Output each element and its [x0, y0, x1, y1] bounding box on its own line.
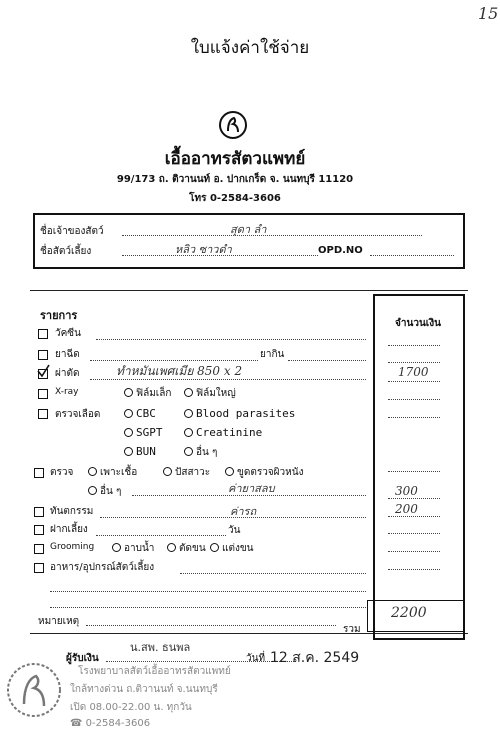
nail-label: ตัดขน	[179, 543, 206, 554]
skin-label: ขูดตรวจผิวหนัง	[237, 467, 304, 478]
vaccine-label: วัคซีน	[55, 328, 81, 339]
exam-label: ตรวจ	[50, 467, 74, 478]
clinic-logo-icon	[218, 110, 248, 140]
xray-large-option[interactable]	[184, 386, 236, 401]
exam-note: ค่ายาสลบ	[228, 482, 275, 495]
urine-label: ปัสสาวะ	[175, 467, 211, 478]
stamp-line-1: โรงพยาบาลสัตว์เอื้ออาทรสัตวแพทย์	[78, 666, 231, 677]
check-mark-icon	[36, 364, 50, 378]
boarding-checkbox[interactable]	[34, 525, 44, 535]
total-value: 2200	[391, 605, 427, 621]
xray-label: X-ray	[55, 387, 79, 397]
clinic-name: เอื้ออาทรสัตวแพทย์	[164, 149, 306, 169]
clinic-phone: โทร 0-2584-3606	[189, 193, 281, 204]
creatinine-label: Creatinine	[196, 426, 263, 439]
amount-header: จำนวนเงิน	[395, 318, 441, 329]
corner-mark: 15	[478, 4, 499, 23]
amount-line	[388, 398, 440, 400]
staff-line	[106, 660, 296, 662]
remark-line	[86, 624, 336, 626]
exam-amount: 300	[395, 484, 418, 498]
radio-icon	[184, 388, 193, 397]
radio-icon	[184, 409, 193, 418]
skin-option[interactable]	[225, 465, 303, 480]
sgpt-option[interactable]	[124, 426, 163, 439]
injection-checkbox[interactable]	[38, 350, 48, 360]
bath-option[interactable]	[112, 541, 154, 556]
creatinine-option[interactable]	[184, 426, 262, 439]
radio-icon	[124, 447, 133, 456]
food-line-2	[50, 590, 366, 592]
blood-label: ตรวจเลือด	[55, 409, 101, 420]
radio-icon	[88, 467, 97, 476]
xray-checkbox[interactable]	[38, 389, 48, 399]
urine-option[interactable]	[163, 465, 210, 480]
grooming-checkbox[interactable]	[34, 544, 44, 554]
trim-label: แต่งขน	[222, 543, 254, 554]
date-label: วันที่	[246, 653, 266, 664]
boarding-line	[96, 534, 226, 536]
dental-label: ทันตกรรม	[50, 506, 94, 517]
clinic-address: 99/173 ถ. ติวานนท์ อ. ปากเกร็ด จ. นนทบุรี 11120	[116, 174, 354, 185]
injection-label: ยาฉีด	[55, 349, 80, 360]
xray-large-label: ฟิล์มใหญ่	[196, 388, 236, 399]
radio-icon	[210, 543, 219, 552]
stamp-line-4: ☎ 0-2584-3606	[70, 718, 151, 729]
owner-line	[122, 234, 422, 236]
owner-label: ชื่อเจ้าของสัตว์	[40, 226, 104, 237]
sgpt-label: SGPT	[136, 426, 163, 439]
medicine-line	[288, 359, 366, 361]
owner-value: สุดา ลำ	[230, 223, 267, 236]
trim-option[interactable]	[210, 541, 254, 556]
amount-line	[388, 380, 440, 382]
food-checkbox[interactable]	[34, 563, 44, 573]
blood-other-option[interactable]	[184, 445, 217, 460]
exam-other-option[interactable]	[88, 484, 121, 499]
bun-label: BUN	[136, 445, 156, 458]
surgery-note: ทำหมันเพศเมีย 850 x 2	[116, 364, 243, 378]
stamp-line-3: เปิด 08.00-22.00 น. ทุกวัน	[70, 702, 192, 713]
boarding-label: ฝากเลี้ยง	[50, 524, 88, 535]
exam-other-label: อื่น ๆ	[100, 486, 122, 497]
pet-value: หลิว ซาวดำ	[175, 243, 232, 256]
pet-label: ชื่อสัตว์เลี้ยง	[40, 246, 92, 257]
xray-small-label: ฟิล์มเล็ก	[136, 388, 172, 399]
remark-label: หมายเหตุ	[38, 616, 80, 627]
amount-line	[388, 568, 440, 570]
bun-option[interactable]	[124, 445, 156, 458]
cbc-label: CBC	[136, 407, 156, 420]
blood-other-label: อื่น ๆ	[196, 447, 218, 458]
cbc-option[interactable]	[124, 407, 156, 420]
culture-option[interactable]	[88, 465, 137, 480]
radio-icon	[112, 543, 121, 552]
culture-label: เพาะเชื้อ	[100, 467, 138, 478]
food-line-3	[50, 606, 366, 608]
radio-icon	[163, 467, 172, 476]
food-label: อาหาร/อุปกรณ์สัตว์เลี้ยง	[50, 562, 155, 573]
radio-icon	[88, 486, 97, 495]
amount-line	[388, 361, 440, 363]
radio-icon	[225, 467, 234, 476]
staff-label: ผู้รับเงิน	[66, 653, 99, 664]
amount-line	[388, 344, 440, 346]
blood-checkbox[interactable]	[38, 409, 48, 419]
opd-line	[370, 254, 454, 256]
radio-icon	[184, 447, 193, 456]
injection-line	[90, 359, 258, 361]
dental-amount: 200	[395, 502, 418, 516]
amount-line	[388, 550, 440, 552]
nail-option[interactable]	[167, 541, 206, 556]
stamp-logo-icon	[6, 660, 62, 720]
blood-parasites-label: Blood parasites	[196, 407, 296, 420]
surgery-amount: 1700	[398, 365, 429, 379]
dental-checkbox[interactable]	[34, 507, 44, 517]
dental-note: ค่ารถ	[230, 505, 257, 518]
surgery-label: ผ่าตัด	[55, 368, 80, 379]
date-value: 12 ส.ค. 2549	[270, 650, 360, 666]
radio-icon	[124, 409, 133, 418]
total-label: รวม	[343, 624, 361, 635]
bath-label: อาบน้ำ	[124, 543, 155, 554]
form-title: ใบแจ้งค่าใช้จ่าย	[190, 38, 310, 58]
vaccine-line	[96, 338, 366, 340]
blood-parasites-option[interactable]	[184, 407, 295, 420]
stamp-line-2: ใกล้ทางด่วน ถ.ติวานนท์ จ.นนทบุรี	[70, 684, 218, 695]
radio-icon	[184, 428, 193, 437]
radio-icon	[124, 428, 133, 437]
amount-line	[388, 416, 440, 418]
radio-icon	[124, 388, 133, 397]
grooming-label: Grooming	[50, 542, 95, 552]
exam-checkbox[interactable]	[34, 468, 44, 478]
opd-label: OPD.NO	[318, 245, 363, 256]
amount-line	[388, 532, 440, 534]
radio-icon	[167, 543, 176, 552]
items-header: รายการ	[40, 309, 78, 322]
xray-small-option[interactable]	[124, 386, 171, 401]
staff-signature: น.สพ. ธนพล	[130, 641, 191, 654]
amount-line	[388, 470, 440, 472]
food-line	[180, 572, 366, 574]
vaccine-checkbox[interactable]	[38, 329, 48, 339]
medicine-label: ยากิน	[260, 349, 285, 360]
boarding-unit: วัน	[228, 525, 241, 536]
